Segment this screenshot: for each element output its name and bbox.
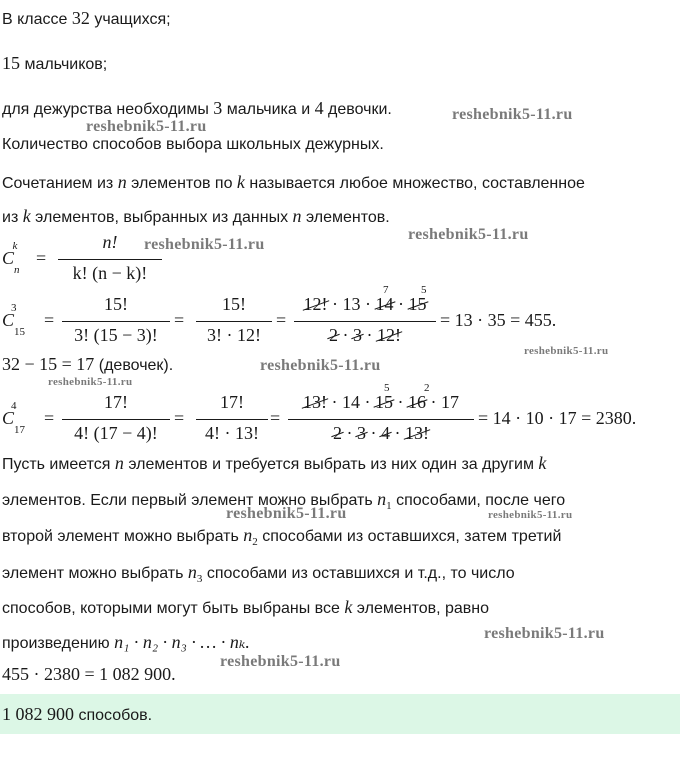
watermark: reshebnik5-11.ru	[86, 118, 207, 135]
boys-combination: $C_{15}^3$ = 15! 3! (15 − 3)! = 15! 3! · 12! = 12! · 13 · 14 · 15 2 · 3 · 12! 7 5 = 13 · 35 = 455.	[0, 294, 680, 354]
girls-fraction-2: 17! 4! · 13!	[196, 392, 268, 452]
given-duty-requirement: для дежурства необходимы 3 мальчика и 4 девочки.	[2, 98, 392, 118]
watermark: reshebnik5-11.ru	[524, 345, 609, 357]
rule-line-4: элемент можно выбрать $n_3$ способами из оставшихся и т.д., то число	[2, 562, 515, 586]
given-boys: 15 мальчиков;	[2, 53, 108, 73]
definition-line-1: Сочетанием из n элементов по k называется любое множество, составленное	[2, 172, 585, 192]
watermark: reshebnik5-11.ru	[144, 236, 265, 253]
watermark: reshebnik5-11.ru	[452, 106, 573, 123]
watermark: reshebnik5-11.ru	[484, 625, 605, 642]
combination-formula: $C_n^k$ = n! k! (n − k)!	[0, 232, 300, 292]
combination-fraction: n! k! (n − k)!	[58, 232, 162, 292]
girls-fraction-reduced: 13! · 14 · 15 · 16 · 17 2 · 3 · 4 · 13!	[288, 392, 474, 452]
girls-count: 32 − 15 = 17 (девочек).	[2, 354, 174, 374]
watermark: reshebnik5-11.ru	[488, 509, 573, 521]
rule-line-6: произведению n₁ · n₂ · n₃ · … · nₖ.	[2, 632, 250, 652]
watermark: reshebnik5-11.ru	[220, 653, 341, 670]
girls-result: = 14 · 10 · 17 = 2380.	[478, 408, 637, 428]
watermark: reshebnik5-11.ru	[408, 226, 529, 243]
definition-line-2: из k элементов, выбранных из данных n элементов.	[2, 206, 390, 226]
answer-box	[0, 694, 680, 734]
boys-result: = 13 · 35 = 455.	[440, 310, 557, 330]
boys-fraction-1: 15! 3! (15 − 3)!	[62, 294, 170, 354]
watermark: reshebnik5-11.ru	[48, 376, 133, 388]
boys-fraction-2: 15! 3! · 12!	[196, 294, 272, 354]
watermark: reshebnik5-11.ru	[260, 357, 381, 374]
question-text: Количество способов выбора школьных дежурных.	[2, 136, 384, 153]
watermark: reshebnik5-11.ru	[226, 505, 347, 522]
rule-line-1: Пусть имеется n элементов и требуется выбрать из них один за другим k	[2, 453, 547, 473]
girls-fraction-1: 17! 4! (17 − 4)!	[62, 392, 170, 452]
rule-line-5: способов, которыми могут быть выбраны все k элементов, равно	[2, 597, 490, 617]
combination-symbol: $C_n^k$	[2, 240, 20, 276]
boys-fraction-reduced: 12! · 13 · 14 · 15 2 · 3 · 12!	[294, 294, 436, 354]
total-product: 455 · 2380 = 1 082 900.	[2, 664, 176, 684]
answer-text: 1 082 900 способов.	[2, 704, 153, 724]
girls-combination: $C_{17}^4$ = 17! 4! (17 − 4)! = 17! 4! · 13! = 13! · 14 · 15 · 16 · 17 2 · 3 · 4 · 13! 5 2 = 14 · 10 · 17 = 2380.	[0, 392, 680, 452]
given-class-size: В классе 32 учащихся;	[2, 8, 171, 28]
rule-line-2: элементов. Если первый элемент можно выбрать $n_1$ способами, после чего	[2, 489, 566, 513]
rule-line-3: второй элемент можно выбрать $n_2$ способами из оставшихся, затем третий	[2, 525, 562, 549]
